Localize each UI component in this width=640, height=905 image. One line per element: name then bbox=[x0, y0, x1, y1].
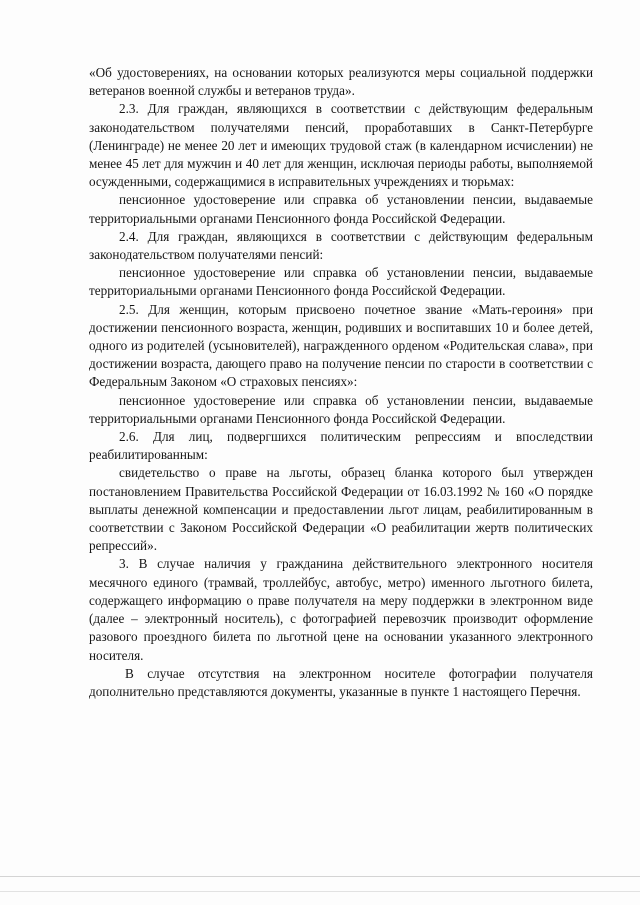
scan-edge-line bbox=[0, 876, 640, 877]
paragraph-2-6-document: свидетельство о праве на льготы, образец бланка которого был утвержден постановлением Правительства Российской Федерации от 16.03.1992 № 160 «О порядке выплаты денежной компенсации и предоставлении льгот лицам, реабилитированным в соответствии с Законом Российской Федерации «О реабилитации жертв политических репрессий». bbox=[89, 465, 593, 554]
paragraph-3-no-photo: В случае отсутствия на электронном носителе фотографии получателя дополнительно представляются документы, указанные в пункте 1 настоящего Перечня. bbox=[89, 665, 593, 699]
document-body bbox=[89, 64, 593, 701]
paragraph-2-5: 2.5. Для женщин, которым присвоено почетное звание «Мать-героиня» при достижении пенсионного возраста, женщин, родивших и воспитавших 10 и более детей, одного из родителей (усыновителей), награжденного орденом «Родительская слава», при достижении возраста, дающего право на получение пенсии по старости в соответствии с Федеральным Законом «О страховых пенсиях»: bbox=[89, 301, 593, 390]
paragraph-2-3-document: пенсионное удостоверение или справка об установлении пенсии, выдаваемые территориальными органами Пенсионного фонда Российской Федерации. bbox=[89, 192, 593, 226]
scan-edge-line bbox=[0, 891, 640, 892]
paragraph-continuation: «Об удостоверениях, на основании которых реализуются меры социальной поддержки ветеранов военной службы и ветеранов труда». bbox=[89, 65, 593, 99]
paragraph-3: 3. В случае наличия у гражданина действительного электронного носителя месячного единого (трамвай, троллейбус, автобус, метро) именного льготного билета, содержащего информацию о праве получателя на меру поддержки в электронном виде (далее – электронный носитель), с фотографией перевозчик производит оформление разового проездного билета по льготной цене на основании указанного электронного носителя. bbox=[89, 556, 593, 663]
paragraph-2-5-document: пенсионное удостоверение или справка об установлении пенсии, выдаваемые территориальными органами Пенсионного фонда Российской Федерации. bbox=[89, 392, 593, 426]
paragraph-2-6: 2.6. Для лиц, подвергшихся политическим репрессиям и впоследствии реабилитированным: bbox=[89, 429, 593, 463]
paragraph-2-4-document: пенсионное удостоверение или справка об установлении пенсии, выдаваемые территориальными органами Пенсионного фонда Российской Федерации. bbox=[89, 265, 593, 299]
paragraph-2-3: 2.3. Для граждан, являющихся в соответствии с действующим федеральным законодательством получателями пенсий, проработавших в Санкт-Петербурге (Ленинграде) не менее 20 лет и имеющих трудовой стаж (в календарном исчислении) не менее 45 лет для мужчин и 40 лет для женщин, исключая периоды работы, выполняемой осужденными, содержащимися в исправительных учреждениях и тюрьмах: bbox=[89, 101, 593, 190]
paragraph-2-4: 2.4. Для граждан, являющихся в соответствии с действующим федеральным законодательством получателями пенсий: bbox=[89, 228, 593, 263]
